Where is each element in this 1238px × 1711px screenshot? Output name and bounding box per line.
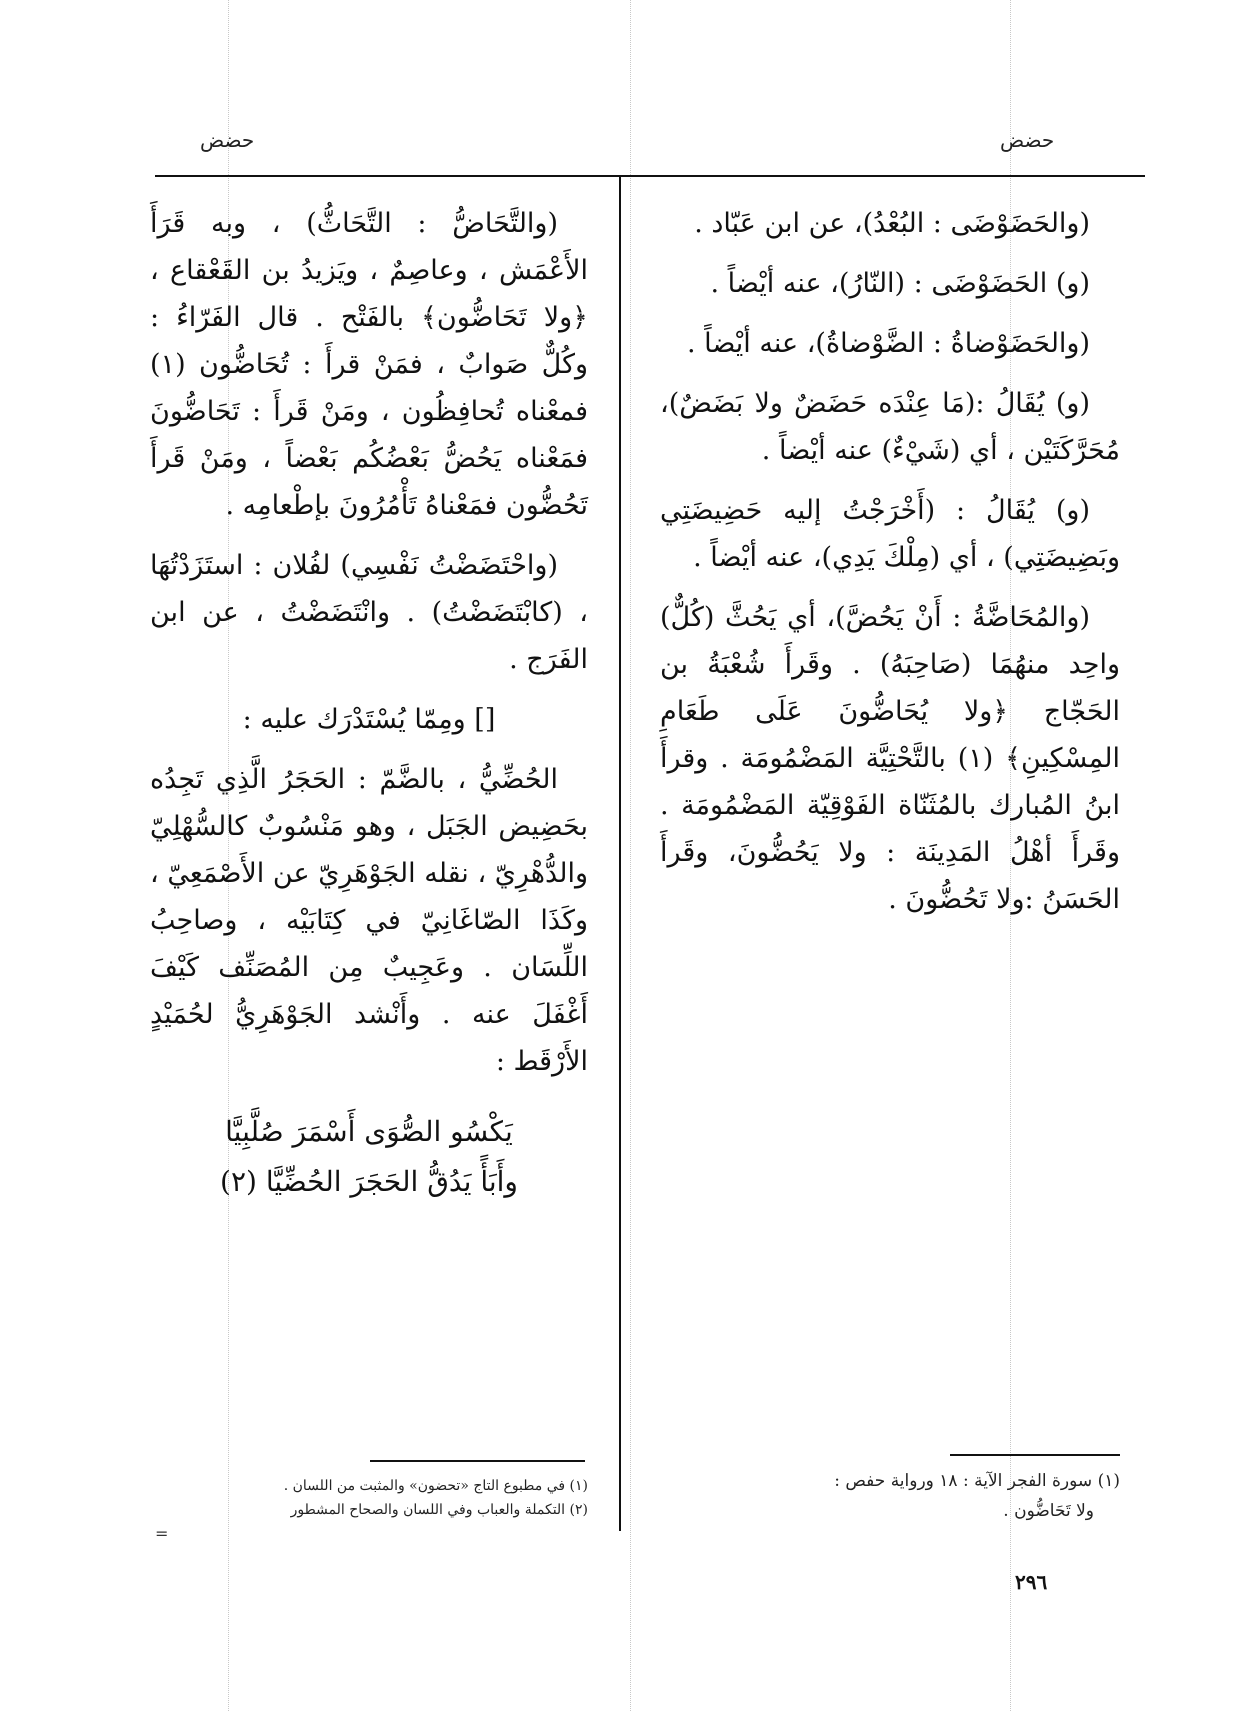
footnote-rule [950, 1454, 1120, 1456]
paragraph: (والحَضَوْضاةُ : الضَّوْضاةُ)، عنه أيْضاً . [686, 328, 1090, 359]
verse-block [150, 1107, 588, 1207]
header-rule [155, 175, 1145, 177]
running-head-left: حضض [200, 128, 255, 152]
paragraph: الحُضِّيُّ ، بالضَّمّ : الحَجَرُ الَّذِي تَجِدُه بحَضِيض الجَبَل ، وهو مَنْسُوبٌ كالسُّهْلِيّ والدُّهْرِيّ ، نقله الجَوْهَرِيّ عن الأَصْمَعِيّ ، وكَذَا الصّاغَانِيّ في كِتَابَيْه ، وصاحِبُ اللِّسَان . وعَجِيبٌ مِن المُصَنِّف كَيْفَ أَغْفَلَ عنه . وأَنْشد الجَوْهَرِيُّ لحُمَيْدٍ الأَرْقَط : [150, 764, 588, 1077]
footnotes-right [660, 1466, 1120, 1526]
footnote: (١) سورة الفجر الآية : ١٨ ورواية حفص : [834, 1471, 1120, 1491]
paragraph: (والتَّحَاضُّ : التَّحَاثُّ) ، وبه قَرَأَ الأَعْمَش ، وعاصِمٌ ، ويَزيدُ بن القَعْقاع ، ﴿ولا تَحَاضُّون﴾ بالفَتْح . قال الفَرّاءُ : وكُلٌّ صَوابٌ ، فمَنْ قرأَ : تُحَاضُّون (١) فمعْناه تُحافِظُون ، ومَنْ قَرأَ : تَحَاضُّونَ فمَعْناه يَحُضُّ بَعْضُكُم بَعْضاً ، ومَنْ قَرأَ تَحُضُّون فمَعْناهُ تَأْمُرُونَ بإطْعامِه . [150, 208, 588, 521]
footnote: ولا تَحَاضُّون . [1003, 1501, 1094, 1521]
footnotes-left [150, 1474, 588, 1522]
footnote: (١) في مطبوع التاج «تحضون» والمثبت من اللسان . [283, 1478, 588, 1494]
paragraph: (والمُحَاضَّةُ : أَنْ يَحُضَّ)، أي يَحُثَّ (كُلٌّ) واحِد منهُمَا (صَاحِبَهُ) . وقَرأَ شُعْبَةُ بن الحَجّاج ﴿ولا يُحَاضُّونَ عَلَى طَعَامِ المِسْكِينِ﴾ (١) بالتَّحْتِيَّة المَضْمُومَة . وقرأَ ابنُ المُبارك بالمُثَنّاة الفَوْقِيّة المَضْمُومَة . وقَرأَ أهْلُ المَدِينَة : ولا يَحُضُّونَ، وقَرأَ الحَسَنُ :ولا تَحُضُّونَ . [660, 602, 1120, 915]
verse-line: يَكْسُو الصُّوَى أَسْمَرَ صُلَّبِيَّا [225, 1115, 513, 1148]
continuation-mark: = [155, 1524, 169, 1543]
paragraph: (واحْتَضَضْتُ نَفْسِي) لفُلان : استَزَدْتُهَا ، (كابْتَضَضْتُ) . وانْتَضَضْتُ ، عن ابن الفَرَج . [150, 550, 588, 675]
paragraph: (والحَضَوْضَى : البُعْدُ)، عن ابن عَبّاد . [694, 208, 1090, 239]
paragraph: (و) الحَضَوْضَى : (النّارُ)، عنه أيْضاً . [710, 268, 1090, 299]
right-column [660, 200, 1120, 936]
column-divider [619, 176, 621, 1531]
left-column [150, 200, 588, 1207]
page-number: ٢٩٦ [1015, 1570, 1048, 1594]
footnote-rule [370, 1460, 585, 1462]
scan-guide-line [630, 0, 631, 1711]
footnote: (٢) التكملة والعباب وفي اللسان والصحاح المشطور [290, 1502, 588, 1518]
paragraph: (و) يُقَالُ :(مَا عِنْدَه حَضَضٌ ولا بَضَضٌ)، مُحَرَّكَتَيْن ، أي (شَيْءٌ) عنه أيْضاً . [660, 388, 1120, 466]
paragraph: (و) يُقَالُ : (أَخْرَجْتُ إليه حَضِيضَتِي وبَضِيضَتِي) ، أي (مِلْكَ يَدِي)، عنه أيْضاً . [660, 495, 1120, 573]
running-head-right: حضض [1000, 128, 1055, 152]
verse-line: وأَبَأً يَدُقُّ الحَجَرَ الحُضِّيَّا (٢) [220, 1165, 518, 1198]
section-marker-line: [] ومِمّا يُسْتَدْرَك عليه : [242, 704, 496, 735]
